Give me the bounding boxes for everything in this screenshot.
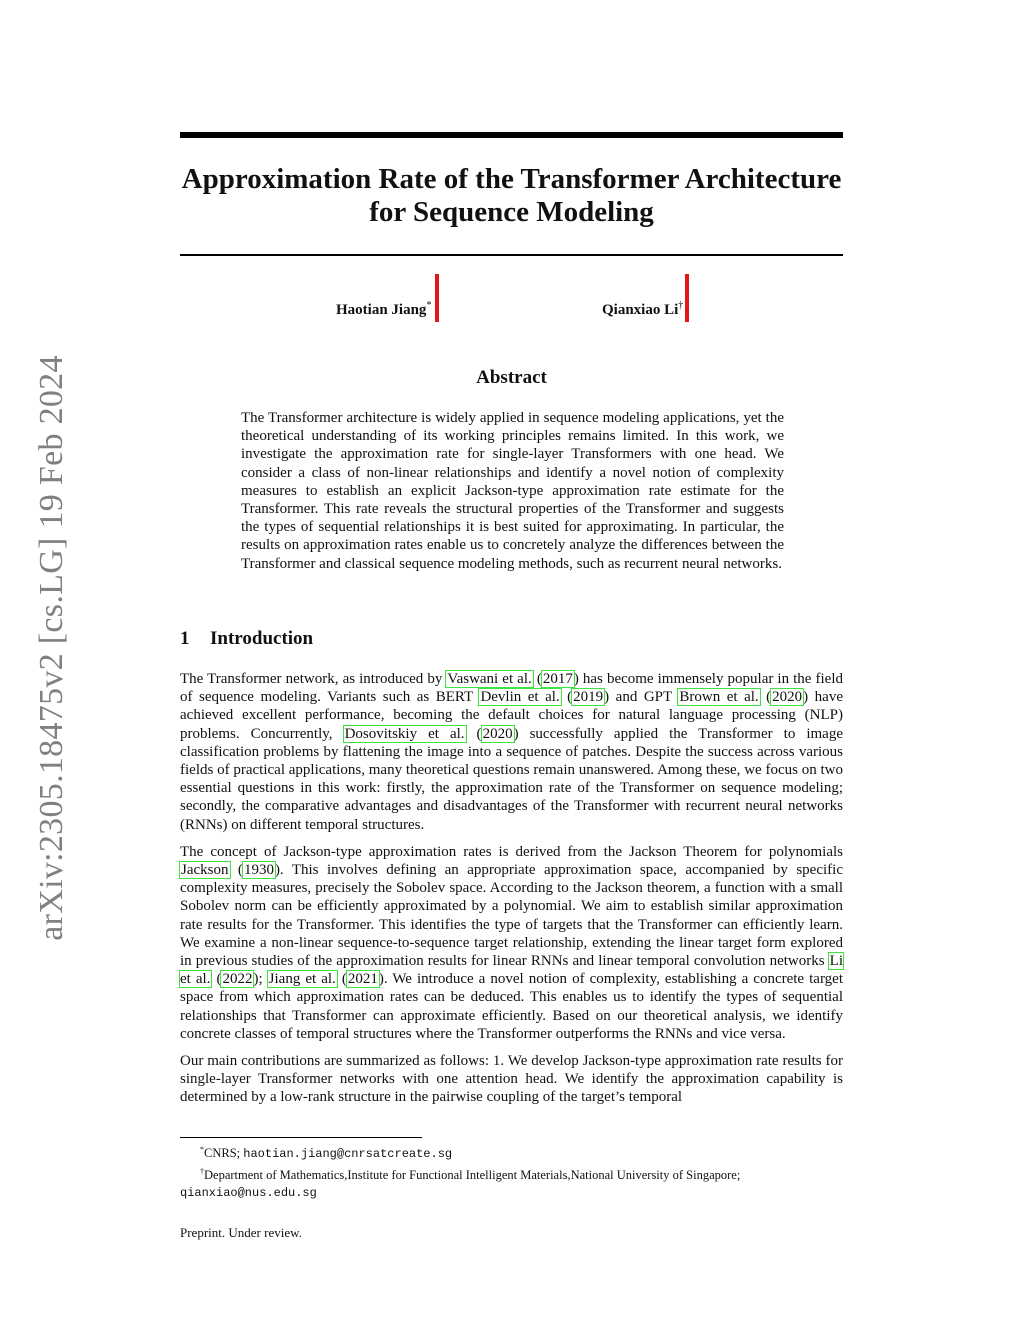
author-2-mark: † xyxy=(678,300,684,311)
author-1-mark: * xyxy=(426,300,432,311)
abstract-text: The Transformer architecture is widely applied in sequence modeling applications, yet the theoretical understanding of its working principles remains limited. In this work, we investigate the approximation rate for single-layer Transformers with one head. We consider a class of non-linear relationships and identify a novel notion of complexity measures to establish an explicit Jackson-type approximation rate estimate for the Transformer. This rate reveals the structural properties of the Transformer and suggests the types of sequential relationships it is best suited for approximating. In particular, the results on approximation rates enable us to concretely analyze the differences between the Transformer and classical sequence modeling methods, such as recurrent neural networks. xyxy=(241,410,784,572)
citation-link[interactable]: Dosovitskiy et al. xyxy=(344,725,465,742)
citation-link[interactable]: Devlin et al. xyxy=(480,689,560,706)
citation-link[interactable]: 2021 xyxy=(347,971,378,988)
footnote-rule xyxy=(180,1137,422,1138)
citation-link[interactable]: 2019 xyxy=(573,689,604,706)
author-1-name: Haotian Jiang xyxy=(336,302,427,318)
footnote-2-email-line xyxy=(180,1184,843,1202)
citation-link[interactable]: Brown et al. xyxy=(679,689,759,706)
preprint-note: Preprint. Under review. xyxy=(180,1225,302,1240)
footnote-2: †Department of Mathematics,Institute for Functional Intelligent Materials,National University of Singapore; xyxy=(200,1167,741,1183)
paper-title xyxy=(170,163,853,229)
paragraph-2: The concept of Jackson-type approximation rates is derived from the Jackson Theorem for polynomials Jackson (1930). This involves defining an appropriate approximation space, accompanied by specific complexity measures, precisely the Sobolev space. According to the Jackson theorem, a function with a small Sobolev norm can be efficiently approximated by a polynomial. We aim to establish similar approximation rate results for the Transformer. This identifies the type of targets that the Transformer can efficiently learn. We examine a non-linear sequence-to-sequence target relationship, extending the linear target form explored in previous studies of the approximation results for linear RNNs and linear temporal convolution networks Li et al. (2022); Jiang et al. (2021). We introduce a novel notion of complexity, establishing a concrete target space from which approximation rates can be deduced. This enables us to identify the types of sequential relationships that Transformer can approximate efficiently. Based on our theoretical analysis, we identify concrete classes of temporal structures where the Transformer outperforms the RNNs and vice versa. xyxy=(180,843,843,1042)
title-rule-top xyxy=(180,132,843,138)
citation-link[interactable]: Jiang et al. xyxy=(268,971,336,988)
title-rule-bottom xyxy=(180,254,843,256)
citation-link[interactable]: Vaswani et al. xyxy=(447,671,532,687)
footnotes xyxy=(180,1141,843,1202)
footnote-1: *CNRS; haotian.jiang@cnrsatcreate.sg xyxy=(200,1145,453,1162)
paragraph-3: Our main contributions are summarized as follows: 1. We develop Jackson-type approximation rate results for single-layer Transformer networks with one attention head. We identify the approximation capability is determined by a low-rank structure in the pairwise coupling of the target’s temporal xyxy=(180,1053,843,1106)
body-text xyxy=(180,670,843,1116)
text-cursor-marker-2 xyxy=(685,274,689,322)
abstract-heading: Abstract xyxy=(476,367,547,388)
section-title: Introduction xyxy=(210,628,314,649)
citation-link[interactable]: 2020 xyxy=(772,689,803,706)
section-number: 1 xyxy=(180,628,190,649)
citation-link[interactable]: 1930 xyxy=(243,862,274,879)
citation-link[interactable]: 2017 xyxy=(542,671,573,687)
citation-link[interactable]: 2022 xyxy=(222,971,253,988)
section-heading xyxy=(180,628,313,650)
author-2 xyxy=(602,300,683,319)
email-link[interactable]: haotian.jiang@cnrsatcreate.sg xyxy=(243,1147,453,1162)
author-1 xyxy=(336,300,431,319)
title-line-2: for Sequence Modeling xyxy=(369,196,654,228)
author-2-name: Qianxiao Li xyxy=(602,302,679,318)
citation-link[interactable]: Li et al. xyxy=(180,953,843,988)
citation-link[interactable]: Jackson xyxy=(181,862,229,879)
email-link[interactable]: qianxiao@nus.edu.sg xyxy=(180,1186,317,1201)
paragraph-1: The Transformer network, as introduced by Vaswani et al. (2017) has become immensely popular in the field of sequence modeling. Variants such as BERT Devlin et al. (2019) and GPT Brown et al. (2020) have achieved excellent performance, becoming the default choices for natural language processing (NLP) problems. Concurrently, Dosovitskiy et al. (2020) successfully applied the Transformer to image classification problems by flattening the image into a sequence of patches. Despite the success across various fields of practical applications, many theoretical questions remain unanswered. Among these, we focus on two essential questions in this work: firstly, the approximation rate of the Transformer on sequence modeling; secondly, the comparative advantages and disadvantages of the Transformer with recurrent neural networks (RNNs) on different temporal structures. xyxy=(180,671,844,833)
citation-link[interactable]: 2020 xyxy=(482,725,513,742)
text-cursor-marker-1 xyxy=(435,274,439,322)
title-line-1: Approximation Rate of the Transformer Architecture xyxy=(181,163,842,195)
arxiv-identifier: arXiv:2305.18475v2 [cs.LG] 19 Feb 2024 xyxy=(33,355,70,941)
